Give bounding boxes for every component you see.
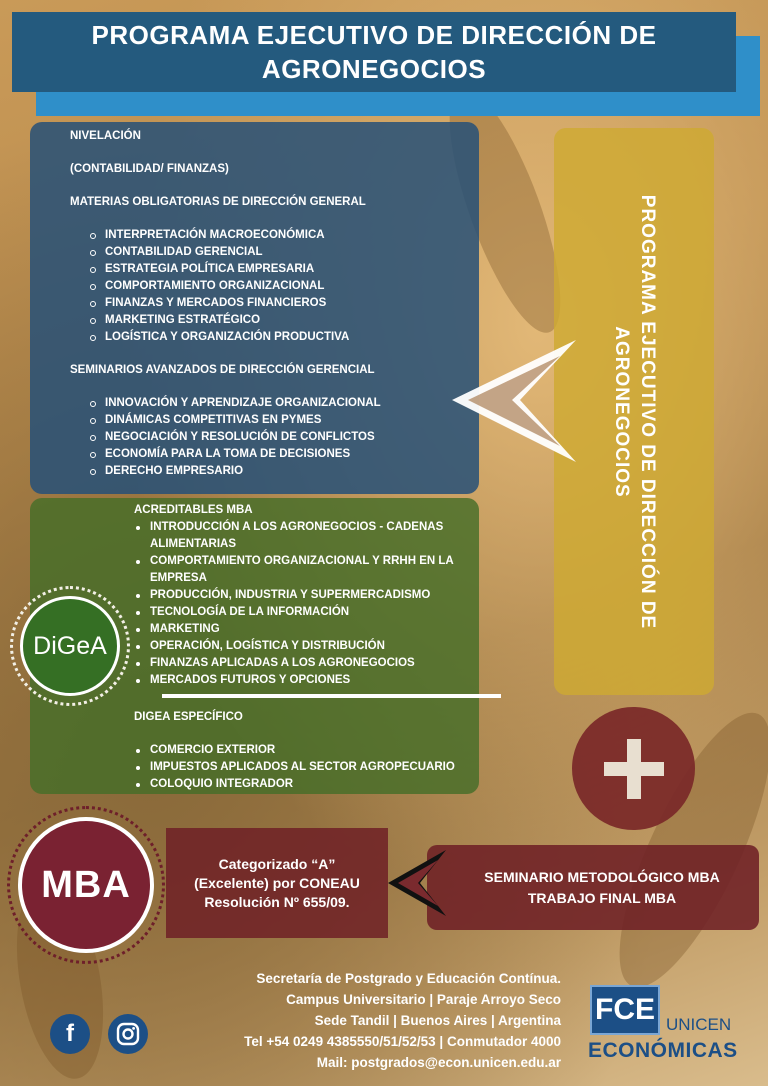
list-item: COMPORTAMIENTO ORGANIZACIONAL: [90, 278, 479, 295]
chevron-left-arrow-icon: [448, 336, 578, 466]
footer-line: Sede Tandil | Buenos Aires | Argentina: [314, 1013, 561, 1028]
footer-line: Tel +54 0249 4385550/51/52/53 | Conmutador 4000: [244, 1034, 561, 1049]
acreditables-list: [134, 519, 479, 689]
footer-line: Campus Universitario | Paraje Arroyo Seco: [286, 992, 561, 1007]
list-item: CONTABILIDAD GERENCIAL: [90, 244, 479, 261]
unicen-logo-text: UNICEN: [666, 1015, 732, 1034]
mba-badge: [7, 806, 165, 964]
vertical-title: PROGRAMA EJECUTIVO DE DIRECCIÓN DE AGRONEGOCIOS: [611, 194, 658, 629]
seminar-box: [427, 845, 759, 930]
section-heading-acreditables: ACREDITABLES MBA: [134, 504, 253, 516]
categorization-box: [166, 828, 388, 938]
list-item: NEGOCIACIÓN Y RESOLUCIÓN DE CONFLICTOS: [90, 429, 479, 446]
categorization-line: Categorizado “A”: [218, 855, 336, 872]
mba-badge-label: MBA: [18, 817, 154, 953]
categorization-line: (Excelente) por CONEAU: [194, 874, 360, 891]
list-item: LOGÍSTICA Y ORGANIZACIÓN PRODUCTIVA: [90, 329, 479, 346]
list-item: FINANZAS Y MERCADOS FINANCIEROS: [90, 295, 479, 312]
list-item: PRODUCCIÓN, INDUSTRIA Y SUPERMERCADISMO: [136, 587, 456, 604]
categorization-line: Resolución Nº 655/09.: [204, 893, 350, 910]
list-item: ECONOMÍA PARA LA TOMA DE DECISIONES: [90, 446, 479, 463]
facebook-icon[interactable]: f: [50, 1014, 90, 1054]
seminar-line: TRABAJO FINAL MBA: [527, 889, 677, 906]
digea-badge: [10, 586, 130, 706]
footer-line: Secretaría de Postgrado y Educación Contínua.: [256, 971, 561, 986]
plus-badge: [572, 707, 695, 830]
list-item: FINANZAS APLICADAS A LOS AGRONEGOCIOS: [136, 655, 456, 672]
list-item: INNOVACIÓN Y APRENDIZAJE ORGANIZACIONAL: [90, 395, 479, 412]
instagram-glyph-icon: [116, 1022, 140, 1046]
fce-logo-mark: FCE: [590, 985, 660, 1035]
list-item: DINÁMICAS COMPETITIVAS EN PYMES: [90, 412, 479, 429]
list-item: ESTRATEGIA POLÍTICA EMPRESARIA: [90, 261, 479, 278]
list-item: COMPORTAMIENTO ORGANIZACIONAL Y RRHH EN LA EMPRESA: [136, 553, 456, 587]
list-item: MERCADOS FUTUROS Y OPCIONES: [136, 672, 456, 689]
chevron-left-small-icon: [386, 848, 448, 918]
list-item: INTERPRETACIÓN MACROECONÓMICA: [90, 227, 479, 244]
footer-email[interactable]: Mail: postgrados@econ.unicen.edu.ar: [316, 1055, 561, 1070]
section-heading-obligatorias: MATERIAS OBLIGATORIAS DE DIRECCIÓN GENERAL: [70, 196, 366, 208]
list-item: OPERACIÓN, LOGÍSTICA Y DISTRIBUCIÓN: [136, 638, 456, 655]
list-item: IMPUESTOS APLICADOS AL SECTOR AGROPECUARIO: [136, 759, 456, 776]
page-title: PROGRAMA EJECUTIVO DE DIRECCIÓN DE AGRONEGOCIOS: [91, 20, 657, 84]
digea-badge-label: DiGeA: [20, 596, 120, 696]
seminar-line: SEMINARIO METODOLÓGICO MBA: [484, 868, 720, 885]
list-item: INTRODUCCIÓN A LOS AGRONEGOCIOS - CADENAS ALIMENTARIAS: [136, 519, 456, 553]
section-heading-seminarios: SEMINARIOS AVANZADOS DE DIRECCIÓN GERENCIAL: [70, 364, 375, 376]
list-item: DERECHO EMPRESARIO: [90, 463, 479, 480]
section-heading-nivelacion: NIVELACIÓN: [70, 130, 141, 142]
list-item: MARKETING: [136, 621, 456, 638]
title-banner: [12, 12, 736, 92]
seminarios-list: [70, 395, 479, 480]
economicas-logo-text: ECONÓMICAS: [588, 1039, 738, 1062]
plus-icon: [600, 735, 668, 803]
contact-footer: [141, 968, 561, 1073]
list-item: COMERCIO EXTERIOR: [136, 742, 456, 759]
vertical-title-panel: [554, 128, 714, 695]
digea-specific-list: [134, 742, 479, 793]
list-item: MARKETING ESTRATÉGICO: [90, 312, 479, 329]
list-item: TECNOLOGÍA DE LA INFORMACIÓN: [136, 604, 456, 621]
list-item: COLOQUIO INTEGRADOR: [136, 776, 456, 793]
section-divider: [162, 694, 501, 698]
section-subheading-contabilidad: (CONTABILIDAD/ FINANZAS): [70, 163, 229, 175]
instagram-icon[interactable]: [108, 1014, 148, 1054]
fce-unicen-logo: [584, 975, 740, 1071]
core-subjects-panel: [30, 122, 479, 494]
section-heading-digea: DIGEA ESPECÍFICO: [134, 711, 243, 723]
obligatorias-list: [70, 227, 479, 346]
